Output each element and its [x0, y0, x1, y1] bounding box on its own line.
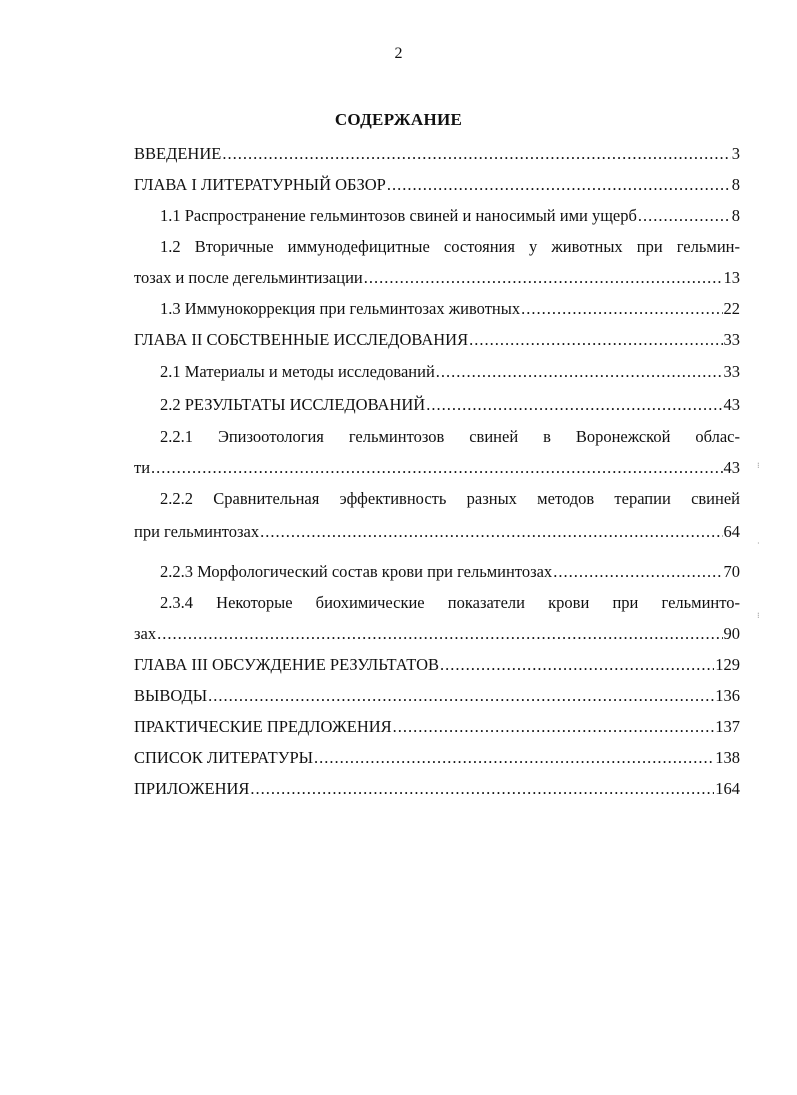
- toc-entry-text: ПРАКТИЧЕСКИЕ ПРЕДЛОЖЕНИЯ: [134, 717, 392, 736]
- scan-speck: ⁝: [757, 611, 760, 620]
- toc-entry-references[interactable]: [134, 747, 740, 769]
- toc-entry-section-2-3-4[interactable]: [134, 623, 740, 645]
- toc-entry-page: 164: [715, 779, 740, 798]
- toc-entry-section-2-2-1-first-line[interactable]: 2.2.1 Эпизоотология гельминтозов свиней в Воронежской облас-: [160, 427, 740, 446]
- scan-speck: ·: [757, 539, 760, 548]
- toc-entry-page: 70: [723, 562, 740, 581]
- toc-entry-chapter-1[interactable]: [134, 174, 740, 196]
- toc-entry-text: ВВЕДЕНИЕ: [134, 144, 222, 163]
- toc-entry-text: ГЛАВА II СОБСТВЕННЫЕ ИССЛЕДОВАНИЯ: [134, 330, 469, 349]
- toc-entry-text: 1.3 Иммунокоррекция при гельминтозах животных: [160, 299, 521, 318]
- toc-leader-dots: [364, 267, 723, 289]
- toc-entry-text: ВЫВОДЫ: [134, 686, 208, 705]
- toc-entry-chapter-2[interactable]: [134, 329, 740, 351]
- toc-leader-dots: [393, 716, 715, 738]
- toc-leader-dots: [250, 778, 714, 800]
- toc-entry-text: 2.2.3 Морфологический состав крови при гельминтозах: [160, 562, 553, 581]
- toc-entry-page: 137: [715, 717, 740, 736]
- toc-entry-text: СПИСОК ЛИТЕРАТУРЫ: [134, 748, 314, 767]
- toc-entry-page: 129: [715, 655, 740, 674]
- toc-leader-dots: [469, 329, 722, 351]
- toc-entry-text: тозах и после дегельминтизации: [134, 268, 363, 287]
- toc-entry-page: 3: [731, 144, 740, 163]
- toc-leader-dots: [260, 521, 722, 543]
- toc-leader-dots: [638, 205, 731, 227]
- toc-entry-page: 8: [731, 206, 740, 225]
- toc-leader-dots: [157, 623, 722, 645]
- toc-entry-text: ти: [134, 458, 151, 477]
- toc-entry-text: ПРИЛОЖЕНИЯ: [134, 779, 250, 798]
- toc-entry-section-2-2-1[interactable]: [134, 457, 740, 479]
- toc-entry-page: 136: [715, 686, 740, 705]
- toc-leader-dots: [440, 654, 714, 676]
- toc-entry-page: 43: [723, 395, 740, 414]
- toc-entry-text: при гельминтозах: [134, 522, 260, 541]
- toc-entry-section-2-2-2[interactable]: [134, 521, 740, 543]
- page-number: 2: [394, 45, 403, 62]
- toc-entry-page: 33: [723, 362, 740, 381]
- toc-leader-dots: [208, 685, 714, 707]
- toc-entry-section-2-2-2-first-line[interactable]: 2.2.2 Сравнительная эффективность разных методов терапии свиней: [160, 489, 740, 508]
- toc-leader-dots: [521, 298, 722, 320]
- toc-entry-text: зах: [134, 624, 157, 643]
- toc-entry-appendices[interactable]: [134, 778, 740, 800]
- toc-entry-section-1-2[interactable]: [134, 267, 740, 289]
- toc-entry-section-1-2-first-line[interactable]: 1.2 Вторичные иммунодефицитные состояния у животных при гельмин-: [160, 237, 740, 256]
- toc-entry-text: 1.1 Распространение гельминтозов свиней и наносимый ими ущерб: [160, 206, 637, 225]
- toc-leader-dots: [314, 747, 714, 769]
- toc-entry-text: 2.2 РЕЗУЛЬТАТЫ ИССЛЕДОВАНИЙ: [160, 395, 426, 414]
- toc-entry-section-2-1[interactable]: [160, 361, 740, 383]
- toc-entry-page: 33: [723, 330, 740, 349]
- toc-entry-page: 8: [731, 175, 740, 194]
- toc-leader-dots: [151, 457, 722, 479]
- toc-entry-section-2-2-3[interactable]: [160, 561, 740, 583]
- toc-leader-dots: [426, 394, 722, 416]
- toc-leader-dots: [387, 174, 731, 196]
- toc-entry-page: 90: [723, 624, 740, 643]
- toc-entry-introduction[interactable]: [134, 143, 740, 165]
- toc-entry-page: 64: [723, 522, 740, 541]
- toc-entry-text: ГЛАВА III ОБСУЖДЕНИЕ РЕЗУЛЬТАТОВ: [134, 655, 439, 674]
- toc-title: СОДЕРЖАНИЕ: [334, 110, 463, 129]
- toc-entry-conclusions[interactable]: [134, 685, 740, 707]
- toc-leader-dots: [436, 361, 723, 383]
- toc-entry-section-2-3-4-first-line[interactable]: 2.3.4 Некоторые биохимические показатели крови при гельминто-: [160, 593, 740, 612]
- toc-entry-practical-proposals[interactable]: [134, 716, 740, 738]
- scan-speck: ⁝: [757, 461, 760, 470]
- toc-entry-page: 22: [723, 299, 740, 318]
- toc-entry-page: 43: [723, 458, 740, 477]
- toc-entry-text: ГЛАВА I ЛИТЕРАТУРНЫЙ ОБЗОР: [134, 175, 386, 194]
- toc-entry-chapter-3[interactable]: [134, 654, 740, 676]
- toc-entry-text: 2.1 Материалы и методы исследований: [160, 362, 435, 381]
- toc-entry-page: 13: [723, 268, 740, 287]
- toc-leader-dots: [553, 561, 722, 583]
- toc-entry-section-2-2[interactable]: [160, 394, 740, 416]
- toc-entry-page: 138: [715, 748, 740, 767]
- toc-entry-section-1-3[interactable]: [160, 298, 740, 320]
- toc-leader-dots: [222, 143, 730, 165]
- toc-entry-section-1-1[interactable]: [160, 205, 740, 227]
